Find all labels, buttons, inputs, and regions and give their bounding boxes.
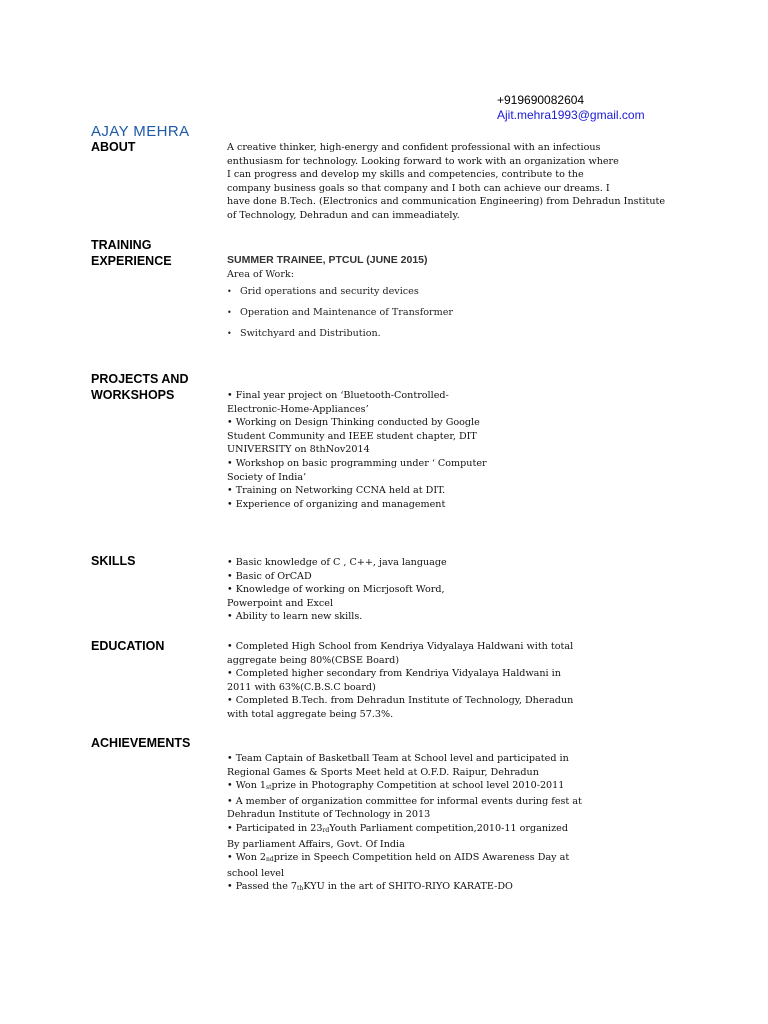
about-line: company business goals so that company and I both can achieve our dreams. I bbox=[227, 182, 610, 194]
ordinal-suffix: st bbox=[266, 784, 272, 792]
achievements-heading: ACHIEVEMENTS bbox=[91, 736, 191, 750]
skills-list bbox=[227, 556, 667, 624]
projects-heading bbox=[91, 372, 211, 403]
achievement-line bbox=[227, 779, 667, 795]
skills-heading: SKILLS bbox=[91, 554, 136, 568]
about-paragraph bbox=[227, 141, 672, 223]
skills-line: Powerpoint and Excel bbox=[227, 597, 334, 609]
about-line: enthusiasm for technology. Looking forward to work with an organization where bbox=[227, 155, 619, 167]
training-item-text: Operation and Maintenance of Transformer bbox=[240, 307, 453, 318]
education-line: with total aggregate being 57.3%. bbox=[227, 708, 394, 720]
education-line: 2011 with 63%(C.B.S.C board) bbox=[227, 681, 376, 693]
projects-line: Student Community and IEEE student chapter, DIT bbox=[227, 430, 477, 442]
about-line: A creative thinker, high-energy and confident professional with an infectious bbox=[227, 142, 601, 153]
projects-heading-line: WORKSHOPS bbox=[91, 387, 175, 402]
achievement-text: • Passed the 7 bbox=[227, 881, 298, 893]
phone-number: +919690082604 bbox=[497, 93, 585, 107]
about-line: have done B.Tech. (Electronics and communication Engineering) from Dehradun Institute bbox=[227, 196, 666, 208]
training-item bbox=[227, 328, 381, 339]
projects-line: • Final year project on ‘Bluetooth-Controlled- bbox=[227, 390, 449, 401]
ordinal-suffix: rd bbox=[322, 826, 330, 834]
about-heading: ABOUT bbox=[91, 140, 136, 154]
achievement-line bbox=[227, 822, 667, 838]
projects-line: • Training on Networking CCNA held at DIT. bbox=[227, 485, 446, 497]
bullet-icon: • bbox=[227, 329, 232, 338]
education-line: • Completed B.Tech. from Dehradun Institute of Technology, Dheradun bbox=[227, 695, 574, 707]
achievement-line bbox=[227, 851, 667, 867]
achievement-line: Dehradun Institute of Technology in 2013 bbox=[227, 809, 431, 821]
education-list bbox=[227, 640, 667, 722]
education-line: • Completed High School from Kendriya Vidyalaya Haldwani with total bbox=[227, 641, 574, 652]
training-heading bbox=[91, 238, 211, 269]
achievement-line bbox=[227, 880, 667, 896]
training-heading-line: TRAINING bbox=[91, 238, 152, 252]
email-address[interactable]: Ajit.mehra1993@gmail.com bbox=[497, 108, 645, 122]
achievement-text: prize in Speech Competition held on AIDS Awareness Day at bbox=[273, 852, 570, 864]
achievement-line: • A member of organization committee for informal events during fest at bbox=[227, 795, 582, 807]
achievement-text: • Won 2 bbox=[227, 852, 267, 864]
skills-line: • Knowledge of working on Micrjosoft Word, bbox=[227, 584, 445, 596]
achievement-text: Youth Parliament competition,2010-11 organized bbox=[329, 822, 568, 834]
ordinal-suffix: nd bbox=[266, 856, 274, 864]
bullet-icon: • bbox=[227, 287, 232, 296]
about-line: of Technology, Dehradun and can immeadiately. bbox=[227, 209, 460, 221]
candidate-name: AJAY MEHRA bbox=[91, 123, 190, 140]
education-heading: EDUCATION bbox=[91, 639, 165, 653]
achievement-text: • Participated in 23 bbox=[227, 822, 323, 834]
achievement-line: school level bbox=[227, 867, 285, 879]
projects-line: Electronic-Home-Appliances’ bbox=[227, 403, 369, 415]
achievement-text: KYU in the art of SHITO-RIYO KARATE-DO bbox=[303, 881, 513, 893]
projects-heading-line: PROJECTS AND bbox=[91, 372, 189, 386]
skills-line: • Basic of OrCAD bbox=[227, 570, 312, 582]
projects-line: • Experience of organizing and management bbox=[227, 498, 446, 510]
training-heading-line: EXPERIENCE bbox=[91, 253, 172, 268]
training-item-text: Switchyard and Distribution. bbox=[240, 328, 381, 339]
achievement-line: • Team Captain of Basketball Team at School level and participated in bbox=[227, 753, 569, 764]
training-item bbox=[227, 286, 419, 297]
projects-line: UNIVERSITY on 8thNov2014 bbox=[227, 444, 370, 456]
projects-list bbox=[227, 389, 667, 511]
job-title: SUMMER TRAINEE, PTCUL (JUNE 2015) bbox=[227, 254, 428, 266]
area-of-work-label: Area of Work: bbox=[227, 269, 294, 280]
achievement-text: • Won 1 bbox=[227, 780, 267, 792]
achievement-text: prize in Photography Competition at school level 2010-2011 bbox=[271, 780, 565, 792]
skills-line: • Basic knowledge of C , C++, java language bbox=[227, 557, 447, 568]
education-line: • Completed higher secondary from Kendriya Vidyalaya Haldwani in bbox=[227, 668, 561, 680]
achievement-line: By parliament Affairs, Govt. Of India bbox=[227, 838, 405, 850]
training-item-text: Grid operations and security devices bbox=[240, 286, 419, 297]
ordinal-suffix: th bbox=[297, 885, 304, 893]
projects-line: Society of India’ bbox=[227, 471, 307, 483]
achievement-line: Regional Games & Sports Meet held at O.F.D. Raipur, Dehradun bbox=[227, 766, 539, 778]
projects-line: • Working on Design Thinking conducted by Google bbox=[227, 417, 480, 429]
skills-line: • Ability to learn new skills. bbox=[227, 611, 363, 623]
achievements-list bbox=[227, 752, 667, 896]
bullet-icon: • bbox=[227, 308, 232, 317]
about-line: I can progress and develop my skills and competencies, contribute to the bbox=[227, 169, 584, 181]
training-item bbox=[227, 307, 453, 318]
education-line: aggregate being 80%(CBSE Board) bbox=[227, 654, 400, 666]
projects-line: • Workshop on basic programming under ‘ Computer bbox=[227, 457, 487, 469]
